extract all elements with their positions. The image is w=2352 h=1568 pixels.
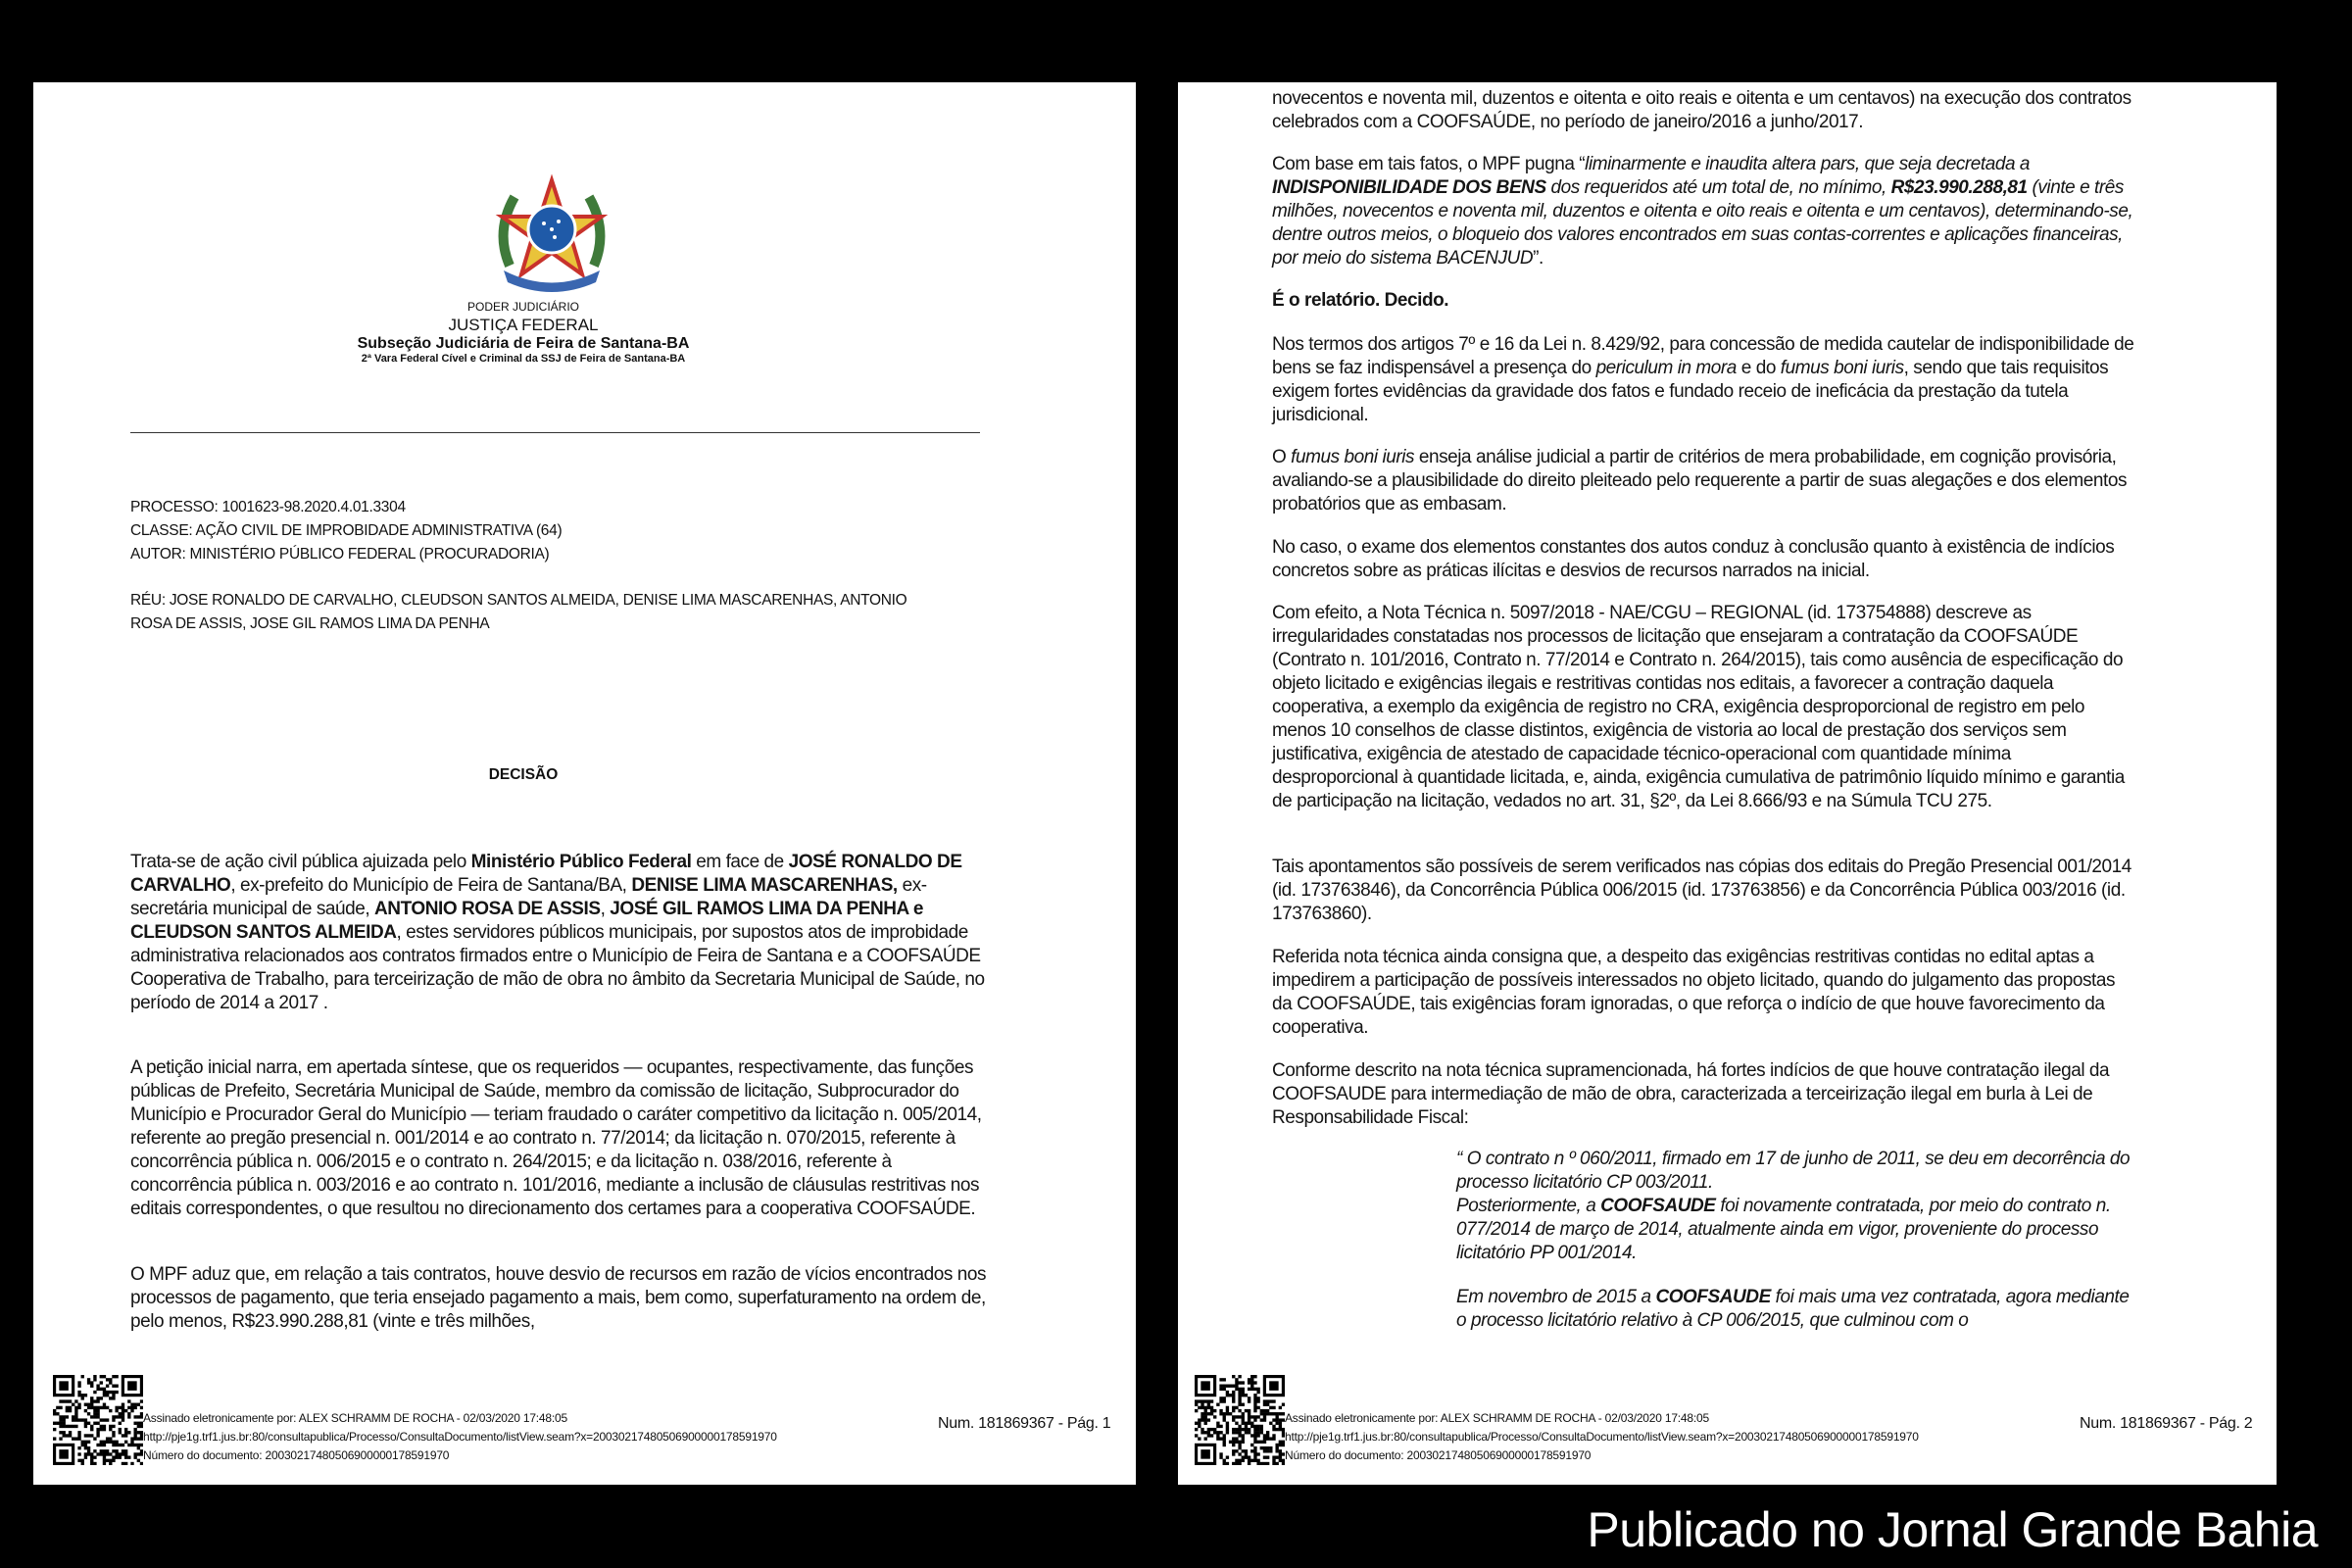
publication-caption: Publicado no Jornal Grande Bahia [1587, 1502, 2318, 1557]
block-quote [1456, 1286, 2132, 1333]
text-segment: Ministério Público Federal [470, 852, 692, 872]
autor-line: AUTOR: MINISTÉRIO PÚBLICO FEDERAL (PROCURADORIA) [130, 546, 550, 563]
text-segment: , [600, 899, 611, 919]
footer-signed: Assinado eletronicamente por: ALEX SCHRAMM DE ROCHA - 02/03/2020 17:48:05 [143, 1411, 567, 1425]
text-segment: Referida nota técnica ainda consigna que, a despeito das exigências restritivas contidas no edital aptas a impedirem a participação de possíveis interessados no objeto licitado, quando do julgamento das propostas da COOFSAÚDE, tais exigências foram ignoradas, o que reforça o indício de que houve favorecimento da cooperativa. [1272, 947, 2116, 1038]
document-page-1 [33, 82, 1136, 1485]
paragraph [1272, 289, 2134, 313]
text-segment: ex-secretária municipal de saúde, [130, 875, 927, 919]
qr-code-icon[interactable] [1195, 1375, 1285, 1465]
text-segment: Com base em tais fatos, o MPF pugna “ [1272, 154, 1586, 174]
footer-document-number: Número do documento: 20030217480506900000178591970 [143, 1448, 450, 1462]
text-segment: COOFSAUDE [1600, 1196, 1716, 1216]
paragraph [130, 1263, 993, 1334]
block-quote [1456, 1148, 2132, 1265]
text-segment: periculum in mora [1595, 358, 1737, 378]
paragraph [1272, 446, 2134, 516]
text-segment: (vinte e três milhões, novecentos e noventa mil, duzentos e oitenta e oito reais e oitenta e um centavos), determinando-se, dentre outros meios, o bloqueio dos valores encontrados em suas contas-correntes e aplicações financeiras, por meio do sistema BACENJUD [1272, 177, 2133, 269]
text-segment: , sendo que tais requisitos exigem fortes evidências da gravidade dos fatos e fundado receio de ineficácia da prestação da tutela jurisdicional. [1272, 358, 2109, 425]
text-segment: É o relatório. Decido. [1272, 290, 1449, 311]
text-segment: DENISE LIMA MASCARENHAS, [631, 875, 898, 896]
text-segment: , ex-prefeito do Município de Feira de Santana/BA, [230, 875, 632, 896]
reu-line-1: RÉU: JOSE RONALDO DE CARVALHO, CLEUDSON SANTOS ALMEIDA, DENISE LIMA MASCARENHAS, ANTONIO [130, 592, 907, 609]
text-segment: , estes servidores públicos municipais, por supostos atos de improbidade administrativa relacionados aos contratos firmados entre o Município de Feira de Santana e a COOFSAÚDE Cooperativa de Trabalho, para terceirização de mão de obra no âmbito da Secretaria Municipal de Saúde, no período de 2014 a 2017 . [130, 922, 985, 1013]
paragraph [1272, 153, 2134, 270]
header-subsecao: Subseção Judiciária de Feira de Santana-BA [357, 335, 690, 352]
footer-url-link[interactable]: http://pje1g.trf1.jus.br:80/consultapublica/Processo/ConsultaDocumento/listView.seam?x=20030217480506900000178591970 [143, 1430, 777, 1444]
header-vara: 2ª Vara Federal Cível e Criminal da SSJ de Feira de Santana-BA [361, 353, 686, 365]
paragraph [130, 851, 993, 1015]
footer-signed: Assinado eletronicamente por: ALEX SCHRAMM DE ROCHA - 02/03/2020 17:48:05 [1285, 1411, 1709, 1425]
brazil-coat-of-arms-emblem [490, 172, 613, 294]
document-page-2 [1178, 82, 2277, 1485]
text-segment: liminarmente e inaudita altera pars, que seja decretada a [1585, 154, 2031, 174]
text-segment: COOFSAUDE [1655, 1287, 1771, 1307]
text-segment: em face de [691, 852, 789, 872]
paragraph [1272, 856, 2134, 926]
text-segment: Trata-se de ação civil pública ajuizada pelo [130, 852, 471, 872]
classe-line: CLASSE: AÇÃO CIVIL DE IMPROBIDADE ADMINISTRATIVA (64) [130, 522, 563, 539]
paragraph [1272, 602, 2134, 813]
qr-code-icon[interactable] [53, 1375, 143, 1465]
paragraph [1272, 946, 2134, 1040]
text-segment: O MPF aduz que, em relação a tais contratos, houve desvio de recursos em razão de vícios encontrados nos processos de pagamento, que teria ensejado pagamento a mais, bem como, superfaturamento na ordem de, pelo menos, R$23.990.288,81 (vinte e três milhões, [130, 1264, 987, 1332]
text-segment: A petição inicial narra, em apertada síntese, que os requeridos — ocupantes, respectivamente, das funções públicas de Prefeito, Secretária Municipal de Saúde, membro da comissão de licitação, Subprocurador do Município e Procurador Geral do Município — teriam fraudado o caráter competitivo da licitação n. 005/2014, referente ao pregão presencial n. 001/2014 e ao contrato n. 77/2014; da licitação n. 070/2015, referente à concorrência pública n. 006/2015 e o contrato n. 264/2015; e da licitação n. 038/2016, referente à concorrência pública n. 003/2016 e ao contrato n. 101/2016, mediante a inclusão de cláusulas restritivas nos editais correspondentes, o que resultou no direcionamento dos certames para a cooperativa COOFSAÚDE. [130, 1057, 982, 1219]
paragraph [130, 1056, 993, 1221]
text-segment: JOSÉ GIL RAMOS LIMA DA PENHA e CLEUDSON SANTOS ALMEIDA [130, 899, 923, 943]
text-segment: Nos termos dos artigos 7º e 16 da Lei n. 8.429/92, para concessão de medida cautelar de indisponibilidade de bens se faz indispensável a presença do [1272, 334, 2134, 378]
text-segment: Conforme descrito na nota técnica supramencionada, há fortes indícios de que houve contratação ilegal da COOFSAUDE para intermediação de mão de obra, caracterizada a terceirização ilegal em burla à Lei de Responsabilidade Fiscal: [1272, 1060, 2110, 1128]
header-justica-federal: JUSTIÇA FEDERAL [448, 316, 599, 334]
paragraph [1272, 87, 2134, 134]
text-segment: O [1272, 447, 1292, 467]
text-segment: Posteriormente, a [1456, 1196, 1601, 1216]
paragraph [1272, 333, 2134, 427]
footer-document-number: Número do documento: 20030217480506900000178591970 [1285, 1448, 1592, 1462]
decision-title: DECISÃO [488, 766, 559, 783]
processo-line: PROCESSO: 1001623-98.2020.4.01.3304 [130, 499, 406, 515]
text-segment: foi mais uma vez contratada, agora mediante o processo licitatório relativo à CP 006/2015, que culminou com o [1456, 1287, 2130, 1331]
reu-line-2: ROSA DE ASSIS, JOSE GIL RAMOS LIMA DA PENHA [130, 615, 490, 632]
text-segment: “ O contrato n º 060/2011, firmado em 17 de junho de 2011, se deu em decorrência do processo licitatório CP 003/2011. [1456, 1149, 2131, 1193]
text-segment: fumus boni iuris [1780, 358, 1904, 378]
text-segment: R$23.990.288,81 [1890, 177, 2028, 198]
text-segment: e do [1736, 358, 1781, 378]
text-segment: Em novembro de 2015 a [1456, 1287, 1656, 1307]
text-segment: Tais apontamentos são possíveis de serem verificados nas cópias dos editais do Pregão Presencial 001/2014 (id. 173763846), da Concorrência Pública 006/2015 (id. 173763856) e da Concorrência Pública 003/2016 (id. 173763860). [1272, 857, 2132, 924]
text-segment: fumus boni iuris [1291, 447, 1415, 467]
text-segment: INDISPONIBILIDADE DOS BENS [1272, 177, 1546, 198]
text-segment: JOSÉ RONALDO DE CARVALHO [130, 852, 962, 896]
text-segment: enseja análise judicial a partir de critérios de mera probabilidade, em cognição provisória, avaliando-se a plausibilidade do direito pleiteado pelo requerente a partir de suas alegações e dos elementos probatórios que as embasam. [1272, 447, 2128, 514]
text-segment: No caso, o exame dos elementos constantes dos autos conduz à conclusão quanto à existência de indícios concretos sobre as práticas ilícitas e desvios de recursos narrados na inicial. [1272, 537, 2115, 581]
footer-url-link[interactable]: http://pje1g.trf1.jus.br:80/consultapublica/Processo/ConsultaDocumento/listView.seam?x=20030217480506900000178591970 [1285, 1430, 1919, 1444]
text-segment: ANTONIO ROSA DE ASSIS [374, 899, 601, 919]
paragraph [1272, 536, 2134, 583]
text-segment: ”. [1533, 248, 1544, 269]
text-segment: foi novamente contratada, por meio do contrato n. 077/2014 de março de 2014, atualmente ainda em vigor, proveniente do processo licitatório PP 001/2014. [1456, 1196, 2111, 1263]
text-segment: novecentos e noventa mil, duzentos e oitenta e oito reais e oitenta e um centavos) na execução dos contratos celebrados com a COOFSAÚDE, no período de janeiro/2016 a junho/2017. [1272, 88, 2132, 132]
header-poder-judiciario: PODER JUDICIÁRIO [466, 300, 579, 314]
text-segment: dos requeridos até um total de, no mínimo, [1545, 177, 1891, 198]
page-number: Num. 181869367 - Pág. 1 [938, 1415, 1111, 1432]
paragraph [1272, 1059, 2134, 1130]
page-number: Num. 181869367 - Pág. 2 [2080, 1415, 2253, 1432]
header-divider [130, 432, 980, 433]
text-segment: Com efeito, a Nota Técnica n. 5097/2018 - NAE/CGU – REGIONAL (id. 173754888) descreve as irregularidades constatadas nos processos de licitação que ensejaram a contratação da COOFSAÚDE (Contrato n. 101/2016, Contrato n. 77/2014 e Contrato n. 264/2015), tais como ausência de especificação do objeto licitado e exigências ilegais e restritivas contidas nos editais, a favorecer a contração daquela cooperativa, a exemplo da exigência de registro no CRA, exigência desproporcional de registro em pelo menos 10 conselhos de classe distintos, exigência de vistoria ao local de prestação dos serviços sem justificativa, exigência de atestado de capacidade técnico-operacional com quantidade mínima desproporcional à quantidade licitada, e, ainda, exigência cumulativa de patrimônio líquido mínimo e garantia de participação na licitação, vedados no art. 31, §2º, da Lei 8.666/93 e na Súmula TCU 275. [1272, 603, 2125, 811]
